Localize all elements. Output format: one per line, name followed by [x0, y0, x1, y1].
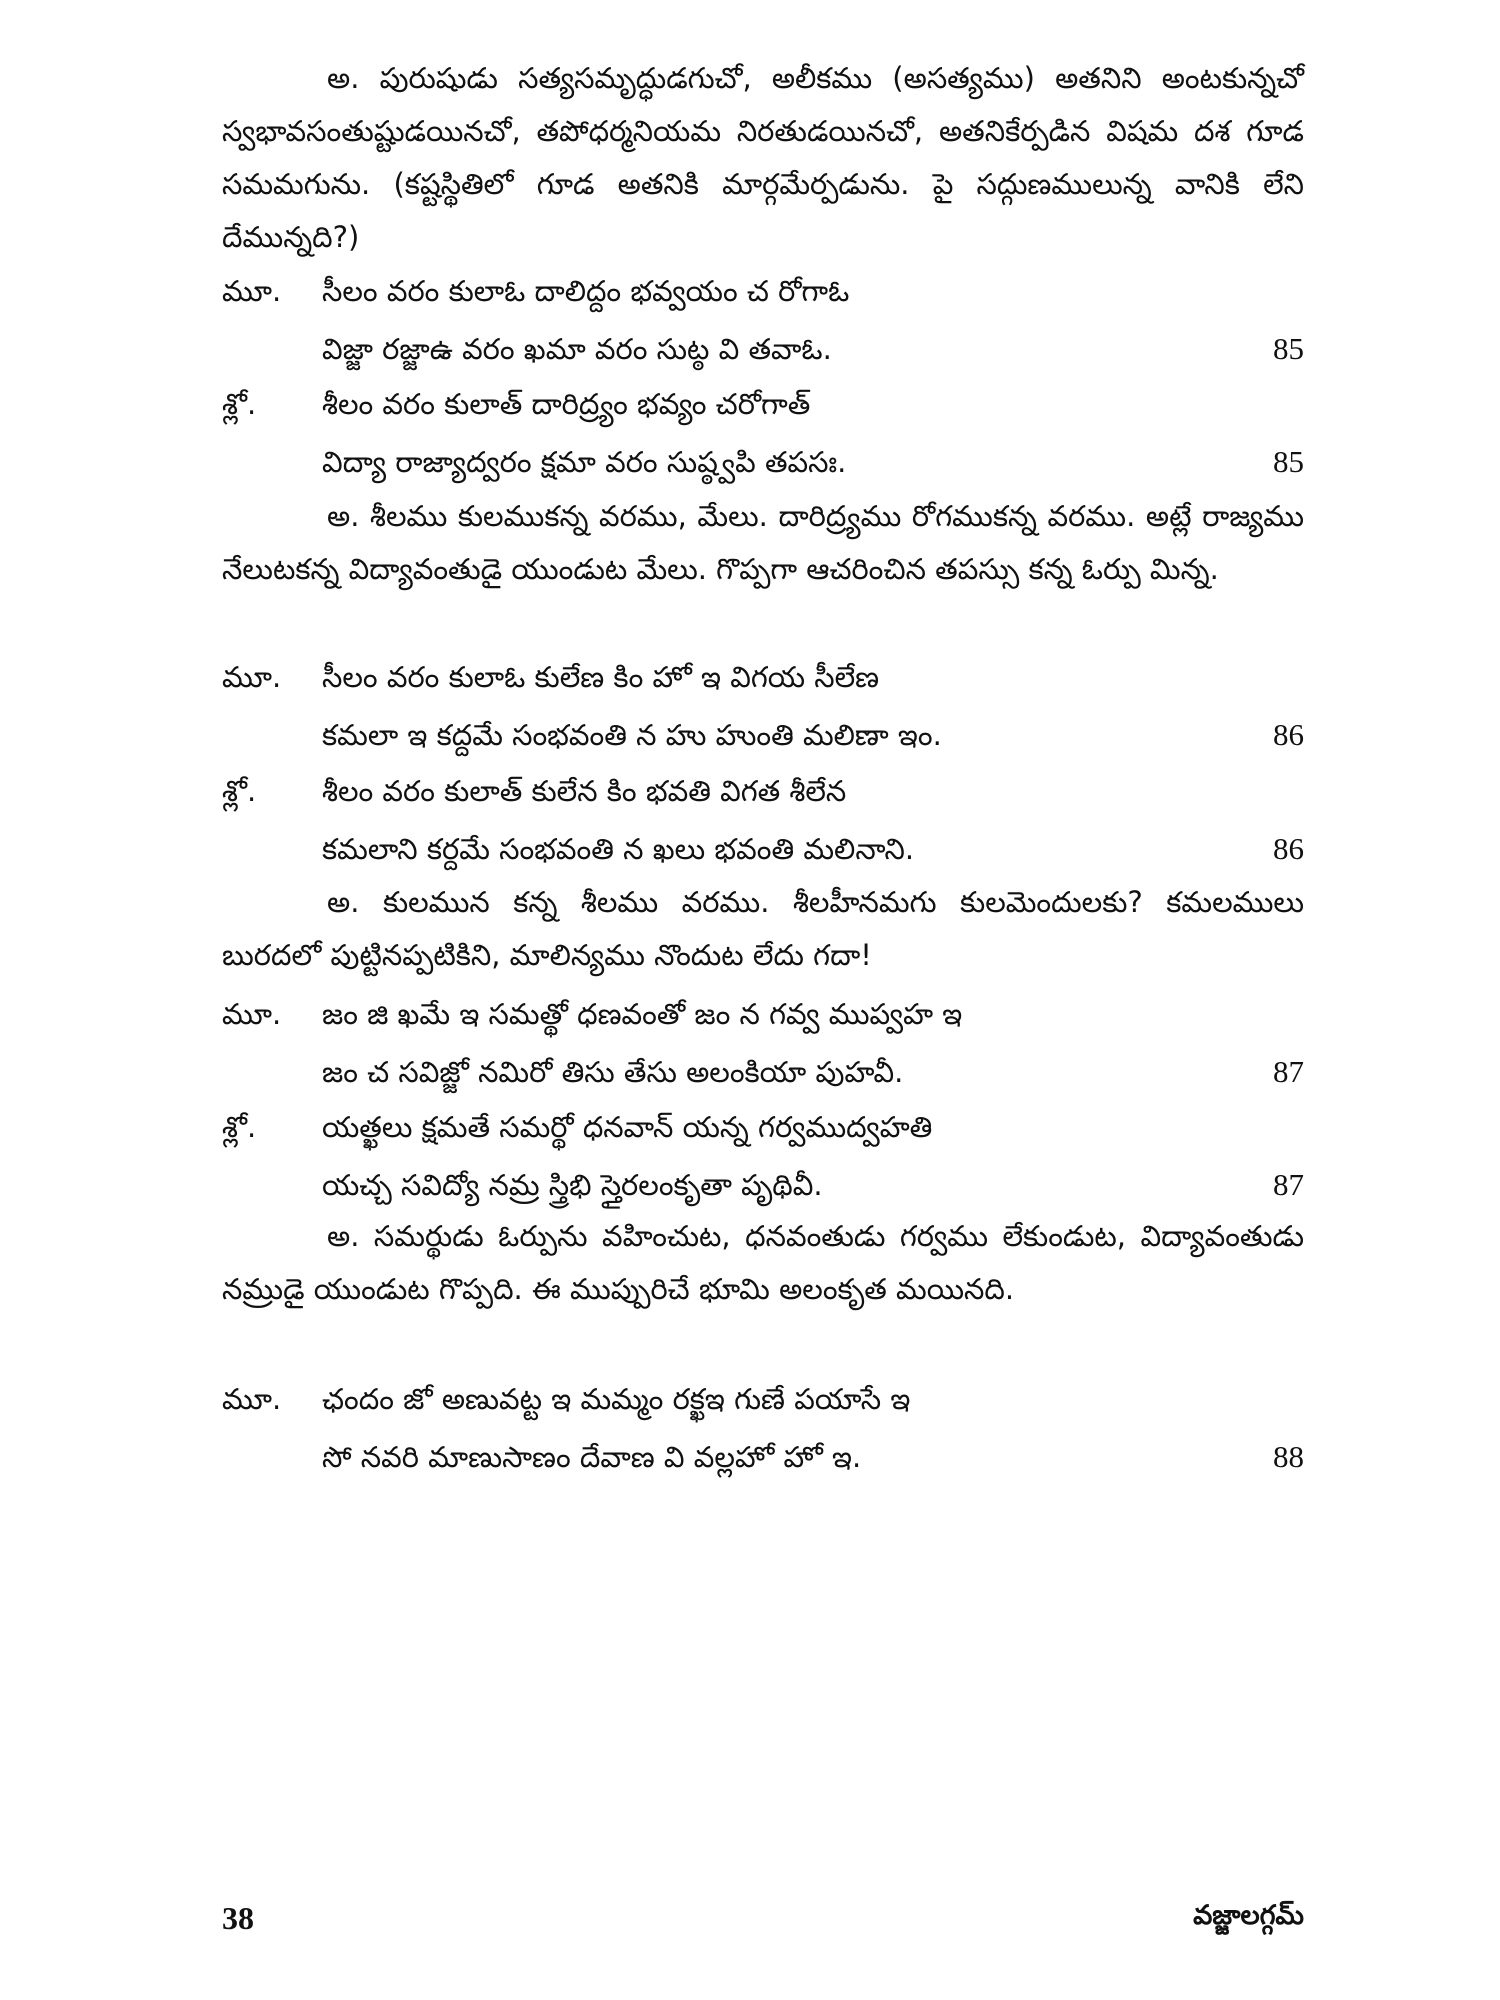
- verse-line: యత్ఖలు క్షమతే సమర్థో ధనవాన్ యన్న గర్వముద్వహతి: [322, 1110, 933, 1144]
- commentary-paragraph: అ. సమర్థుడు ఓర్పును వహించుట, ధనవంతుడు గర్వము లేకుండుట, విద్యావంతుడు నమ్రుడై యుండుట గొప్పది. ఈ ముప్పురిచే భూమి అలంకృత మయినది.: [222, 1219, 1304, 1306]
- verse-line: కమలా ఇ కద్దమే సంభవంతి న హు హుంతి మలిణా ఇం.: [322, 718, 942, 752]
- verse-marker: శ్లో.: [222, 1110, 257, 1144]
- verse-line: సీలం వరం కులాఓ కులేణ కిం హో ఇ విగయ సీలేణ: [322, 660, 880, 694]
- verse-line: శీలం వరం కులాత్ కులేన కిం భవతి విగత శీలేన: [322, 774, 847, 808]
- commentary-paragraph: అ. పురుషుడు సత్యసమృద్ధుడగుచో, అలీకము (అసత్యము) అతనిని అంటకున్నచో స్వభావసంతుష్టుడయినచో, తపోధర్మనియమ నిరతుడయినచో, అతనికేర్పడిన విషమ దశ గూడ సమమగును. (కష్టస్థితిలో గూడ అతనికి మార్గమేర్పడును. పై సద్గుణములున్న వానికి లేని దేమున్నది?): [222, 61, 1304, 254]
- prakrit-verse: [222, 1370, 1304, 1490]
- verse-marker: మూ.: [222, 1382, 282, 1416]
- verse-line: విజ్జా రజ్జాఉ వరం ఖమా వరం సుట్ఠ వి తవాఓ.: [322, 332, 832, 366]
- verse-line: సీలం వరం కులాఓ దాలిద్దం భవ్వయం చ రోగాఓ: [322, 274, 850, 308]
- prakrit-verse: [222, 985, 1304, 1105]
- verse-line: జం జి ఖమే ఇ సమత్థో ధణవంతో జం న గవ్వ ముప్వహ ఇ: [322, 997, 963, 1031]
- commentary-paragraph: అ. శీలము కులముకన్న వరము, మేలు. దారిద్ర్యము రోగముకన్న వరము. అట్లే రాజ్యము నేలుటకన్న విద్యావంతుడై యుండుట మేలు. గొప్పగా ఆచరించిన తపస్సు కన్న ఓర్పు మిన్న.: [222, 499, 1304, 586]
- verse-line: ఛందం జో అణువట్ట ఇ మమ్మం రక్ఖఇ గుణే పయాసే ఇ: [322, 1382, 911, 1416]
- verse-number: 85: [1273, 444, 1304, 479]
- sanskrit-verse: [222, 1098, 1304, 1218]
- verse-marker: మూ.: [222, 274, 282, 308]
- verse-line: జం చ సవిజ్జో నమిరో తిసు తేసు అలంకియా పుహవీ.: [322, 1055, 904, 1089]
- prakrit-verse: [222, 648, 1304, 768]
- verse-number: 87: [1273, 1167, 1304, 1202]
- verse-number: 85: [1273, 331, 1304, 366]
- verse-marker: మూ.: [222, 660, 282, 694]
- sanskrit-verse: [222, 762, 1304, 882]
- commentary-paragraph: అ. కులమున కన్న శీలము వరము. శీలహీనమగు కులమెందులకు? కమలములు బురదలో పుట్టినప్పటికిని, మాలిన్యము నొందుట లేదు గదా!: [222, 885, 1304, 972]
- verse-marker: శ్లో.: [222, 387, 257, 421]
- verse-number: 86: [1273, 717, 1304, 752]
- sanskrit-verse: [222, 375, 1304, 495]
- prakrit-verse: [222, 262, 1304, 382]
- verse-line: యచ్చ సవిద్యో నమ్ర స్త్రిభి స్తైరలంకృతా పృథివీ.: [322, 1168, 823, 1202]
- verse-line: సో నవరి మాణుసాణం దేవాణ వి వల్లహో హో ఇ.: [322, 1440, 862, 1474]
- page-number: 38: [222, 1900, 254, 1936]
- verse-marker: మూ.: [222, 997, 282, 1031]
- verse-line: విద్యా రాజ్యాద్వరం క్షమా వరం సుష్ఠ్వపి తపసః.: [322, 445, 847, 479]
- verse-number: 88: [1273, 1439, 1304, 1474]
- verse-number: 87: [1273, 1054, 1304, 1089]
- verse-number: 86: [1273, 831, 1304, 866]
- verse-line: శీలం వరం కులాత్ దారిద్ర్యం భవ్యం చరోగాత్: [322, 387, 811, 421]
- verse-marker: శ్లో.: [222, 774, 257, 808]
- verse-line: కమలాని కర్దమే సంభవంతి న ఖలు భవంతి మలినాని.: [322, 832, 915, 866]
- running-title: వజ్జాలగ్గమ్: [1193, 1900, 1304, 1931]
